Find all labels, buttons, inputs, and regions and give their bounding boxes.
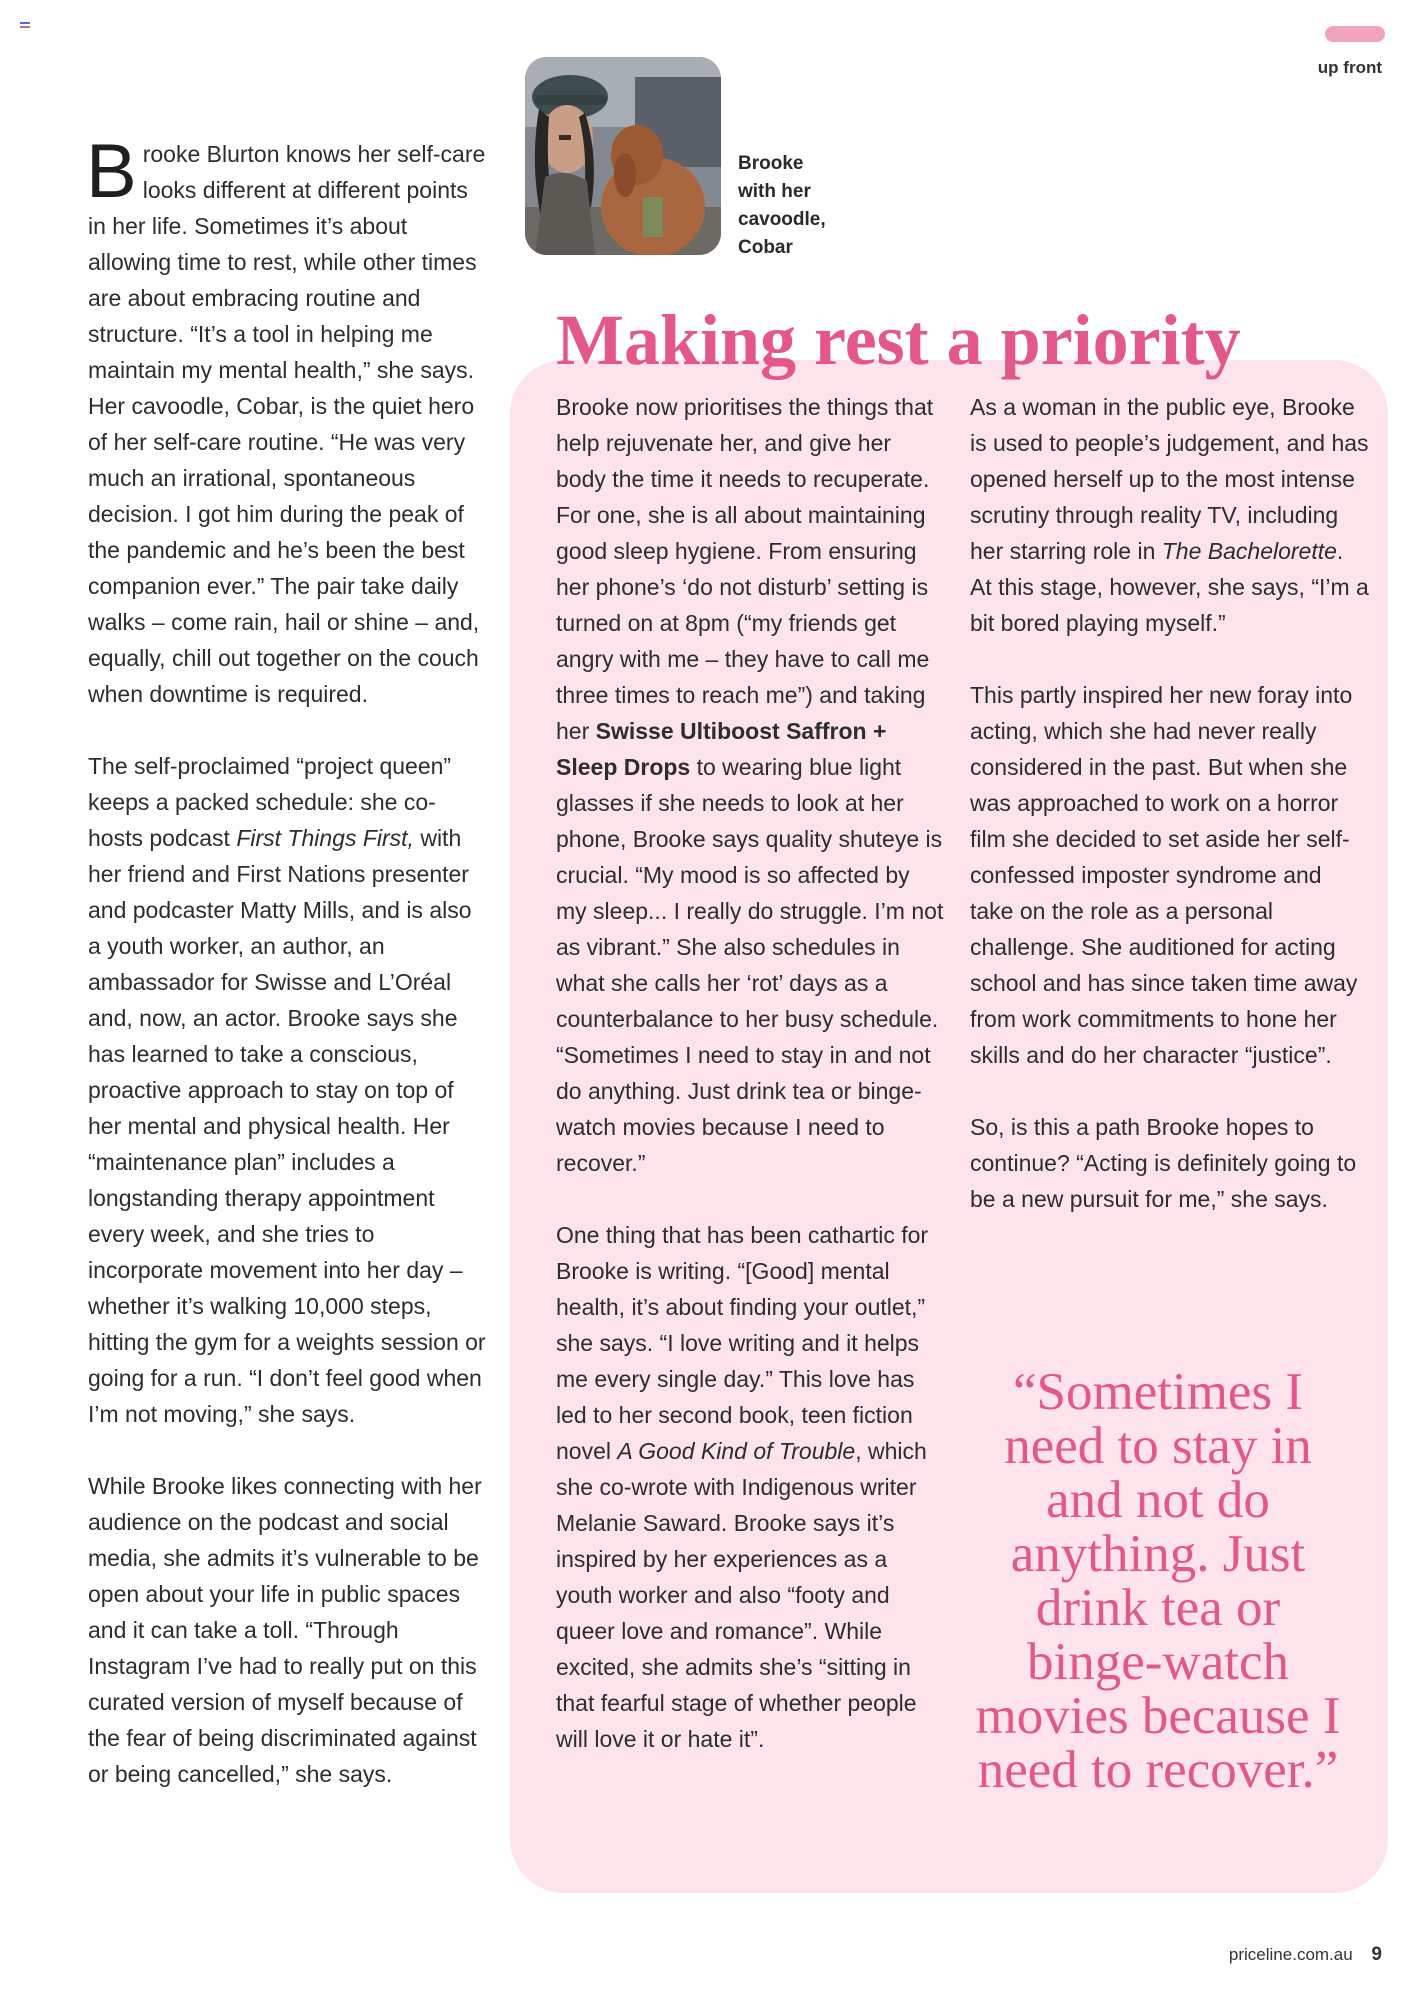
- photo-illustration-icon: [525, 57, 721, 255]
- paragraph: [88, 748, 488, 1432]
- paragraph: This partly inspired her new foray into acting, which she had never really considered in the past. But when she was approached to work on a horror film she decided to set aside her self-confessed imposter syndrome and take on the role as a personal challenge. She auditioned for acting school and has since taken time away from work commitments to hone her skills and do her character “justice”.: [970, 682, 1358, 1068]
- paragraph-text: to wearing blue light glasses if she needs to look at her phone, Brooke says quality shuteye is crucial. “My mood is so affected by my sleep... I really do struggle. I’m not as vibrant.” She also schedules in what she calls her ‘rot’ days as a counterbalance to her busy schedule. “Sometimes I need to stay in and not do anything. Just drink tea or binge-watch movies because I need to recover.”: [556, 754, 944, 1176]
- caption-line: Brooke: [738, 153, 804, 174]
- drop-cap: B: [86, 129, 137, 214]
- caption-line: Cobar: [738, 237, 793, 258]
- paragraph: [970, 389, 1370, 641]
- article-middle-column: [556, 389, 946, 1793]
- paragraph-text: Brooke now prioritises the things that help rejuvenate her, and give her body the time it needs to recuperate. For one, she is all about maintaining good sleep hygiene. From ensuring her phone’s ‘do not disturb’ setting is turned on at 8pm (“my friends get angry with me – they have to call me three times to reach me”) and taking her: [556, 394, 934, 744]
- show-title: The Bachelorette: [1161, 538, 1337, 564]
- brooke-photo: [525, 57, 721, 255]
- section-label: up front: [1317, 58, 1382, 77]
- paragraph: So, is this a path Brooke hopes to continue? “Acting is definitely going to be a new pursuit for me,” she says.: [970, 1114, 1357, 1212]
- decorative-pill: [1325, 26, 1385, 42]
- paragraph-text: The self-proclaimed “project queen” keeps a packed schedule: she co-hosts podcast: [88, 753, 452, 851]
- article-headline: Making rest a priority: [556, 300, 1241, 380]
- paragraph: [86, 129, 488, 712]
- footer-url: priceline.com.au: [1228, 1945, 1353, 1964]
- photo-caption: [738, 150, 858, 262]
- paragraph: While Brooke likes connecting with her audience on the podcast and social media, she admits it’s vulnerable to be open about your life in public spaces and it can take a toll. “Through Instagram I’ve had to really put on this curated version of myself because of the fear of being discriminated against or being cancelled,” she says.: [88, 1473, 482, 1787]
- caption-line: with her: [738, 181, 811, 202]
- podcast-title: First Things First,: [236, 825, 414, 851]
- product-name: Swisse Ultiboost Saffron + Sleep Drops: [556, 718, 887, 780]
- page-number: 9: [1371, 1944, 1382, 1965]
- paragraph-text: . At this stage, however, she says, “I’m a bit bored playing myself.”: [970, 538, 1369, 636]
- paragraph-text: , which she co-wrote with Indigenous writer Melanie Saward. Brooke says it’s inspired by her experiences as a youth worker and also “footy and queer love and romance”. While excited, she admits she’s “sitting in that fearful stage of whether people will love it or hate it”.: [556, 1438, 927, 1752]
- paragraph: [556, 389, 946, 1181]
- pull-quote: “Sometimes I need to stay in and not do anything. Just drink tea or binge-watch movies because I need to recover.”: [975, 1363, 1341, 1799]
- paragraph: [556, 1217, 946, 1757]
- caption-line: cavoodle,: [738, 209, 826, 230]
- corner-mark-icon: [20, 22, 30, 30]
- paragraph-text: with her friend and First Nations presenter and podcaster Matty Mills, and is also a youth worker, an author, an ambassador for Swisse and L’Oréal and, now, an actor. Brooke says she has learned to take a conscious, proactive approach to stay on top of her mental and physical health. Her “maintenance plan” includes a longstanding therapy appointment every week, and she tries to incorporate movement into her day – whether it’s walking 10,000 steps, hitting the gym for a weights session or going for a run. “I don’t feel good when I’m not moving,” she says.: [88, 825, 486, 1427]
- page-footer: [1229, 1944, 1382, 1966]
- book-title: A Good Kind of Trouble: [617, 1438, 856, 1464]
- paragraph-text: One thing that has been cathartic for Brooke is writing. “[Good] mental health, it’s about finding your outlet,” she says. “I love writing and it helps me every single day.” This love has led to her second book, teen fiction novel: [556, 1222, 929, 1464]
- article-right-column: [970, 389, 1370, 1253]
- article-left-column: [86, 129, 488, 1828]
- paragraph-text: rooke Blurton knows her self-care looks different at different points in her life. Sometimes it’s about allowing time to rest, while other times are about embracing routine and structure. “It’s a tool in helping me maintain my mental health,” she says. Her cavoodle, Cobar, is the quiet hero of her self-care routine. “He was very much an irrational, spontaneous decision. I got him during the peak of the pandemic and he’s been the best companion ever.” The pair take daily walks – come rain, hail or shine – and, equally, chill out together on the couch when downtime is required.: [88, 141, 486, 707]
- paragraph-text: As a woman in the public eye, Brooke is used to people’s judgement, and has opened herself up to the most intense scrutiny through reality TV, including her starring role in: [970, 394, 1369, 564]
